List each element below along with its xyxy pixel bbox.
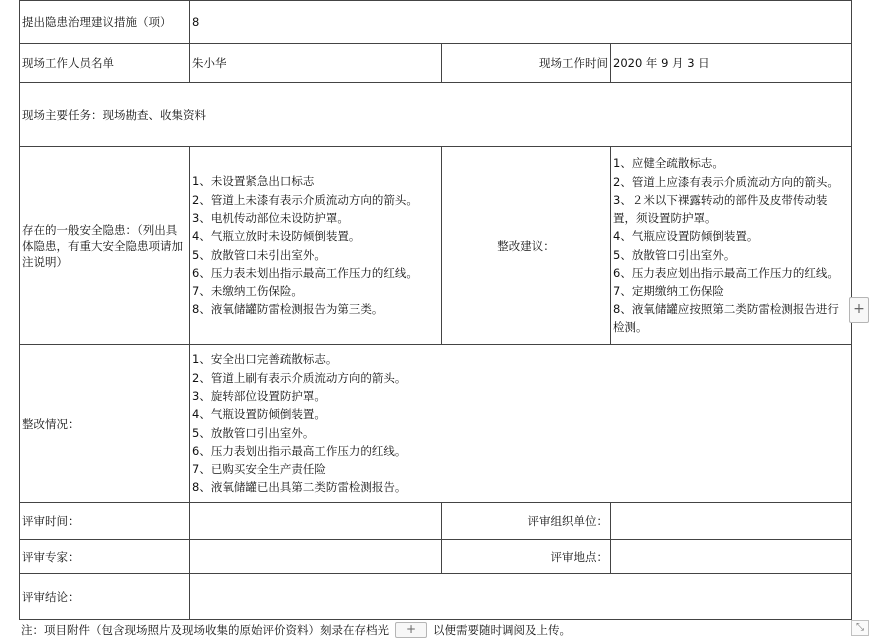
hazard-item: 2、管道上未漆有表示介质流动方向的箭头。 — [192, 192, 418, 207]
work-time-label: 现场工作时间 — [442, 44, 611, 83]
resize-icon[interactable]: ⤡ — [851, 620, 869, 636]
hazards-list — [190, 147, 442, 345]
advice-label: 整改建议： — [442, 147, 611, 345]
review-time-row — [20, 503, 852, 540]
hazard-item: 5、放散管口未引出室外。 — [192, 247, 326, 262]
advice-item: 1、应健全疏散标志。 — [613, 156, 724, 171]
review-time-label: 评审时间： — [20, 503, 190, 540]
advice-list — [611, 147, 852, 345]
review-time-value[interactable] — [190, 503, 442, 540]
rectification-item: 4、气瓶设置防倾倒装置。 — [192, 407, 326, 422]
advice-item: 7、定期缴纳工伤保险 — [613, 283, 724, 298]
staff-row — [20, 44, 852, 83]
rectification-item: 8、液氧储罐已出具第二类防雷检测报告。 — [192, 480, 407, 495]
review-expert-value[interactable] — [190, 540, 442, 574]
rectification-item: 7、已购买安全生产责任险 — [192, 462, 326, 477]
review-conclusion-label: 评审结论： — [20, 574, 190, 620]
review-org-value[interactable] — [611, 503, 852, 540]
rectification-item: 1、安全出口完善疏散标志。 — [192, 352, 338, 367]
proposal-row — [20, 1, 852, 44]
review-org-label: 评审组织单位： — [442, 503, 611, 540]
main-task: 现场主要任务：现场勘查、收集资料 — [20, 83, 852, 147]
task-row — [20, 83, 852, 147]
hazard-item: 8、液氧储罐防雷检测报告为第三类。 — [192, 302, 384, 317]
advice-item: 6、压力表应划出指示最高工作压力的红线。 — [613, 265, 839, 280]
hazard-item: 3、电机传动部位未设防护罩。 — [192, 210, 349, 225]
proposal-label: 提出隐患治理建议措施（项） — [20, 1, 190, 44]
review-expert-label: 评审专家： — [20, 540, 190, 574]
rectification-item: 6、压力表划出指示最高工作压力的红线。 — [192, 443, 407, 458]
advice-item: 2、管道上应漆有表示介质流动方向的箭头。 — [613, 174, 839, 189]
footnote-prefix: 注：项目附件（包含现场照片及现场收集的原始评价资料）刻录在存档光 — [21, 622, 389, 637]
footnote-suffix: 以便需要随时调阅及上传。 — [433, 622, 571, 637]
review-place-value[interactable] — [611, 540, 852, 574]
advice-item: 4、气瓶应设置防倾倒装置。 — [613, 229, 759, 244]
inline-add-button[interactable] — [395, 622, 427, 638]
proposal-count: 8 — [190, 1, 852, 44]
rectification-label: 整改情况： — [20, 345, 190, 503]
advice-item: 5、放散管口引出室外。 — [613, 247, 736, 262]
plus-icon: + — [853, 301, 865, 317]
staff-value: 朱小华 — [190, 44, 442, 83]
work-time-value: 2020 年 9 月 3 日 — [611, 44, 852, 83]
plus-icon: + — [405, 621, 417, 636]
review-form-table — [19, 0, 852, 620]
hazards-label: 存在的一般安全隐患：（列出具体隐患，有重大安全隐患项请加注说明） — [20, 147, 190, 345]
rectification-row — [20, 345, 852, 503]
review-expert-row — [20, 540, 852, 574]
side-add-button[interactable] — [849, 297, 869, 323]
rectification-list — [190, 345, 852, 503]
review-place-label: 评审地点： — [442, 540, 611, 574]
rectification-item: 2、管道上刷有表示介质流动方向的箭头。 — [192, 370, 407, 385]
hazards-row — [20, 147, 852, 345]
rectification-item: 3、旋转部位设置防护罩。 — [192, 388, 326, 403]
review-conclusion-row — [20, 574, 852, 620]
advice-item: 3、２米以下裸露转动的部件及皮带传动装置，须设置防护罩。 — [613, 192, 828, 226]
hazard-item: 6、压力表未划出指示最高工作压力的红线。 — [192, 265, 418, 280]
footnote — [21, 621, 571, 638]
advice-item: 8、液氧储罐应按照第二类防雷检测报告进行检测。 — [613, 302, 839, 335]
review-conclusion-value[interactable] — [190, 574, 852, 620]
hazard-item: 4、气瓶立放时未设防倾倒装置。 — [192, 229, 361, 244]
rectification-item: 5、放散管口引出室外。 — [192, 425, 315, 440]
hazard-item: 7、未缴纳工伤保险。 — [192, 284, 303, 299]
hazard-item: 1、未设置紧急出口标志 — [192, 174, 315, 189]
staff-label: 现场工作人员名单 — [20, 44, 190, 83]
